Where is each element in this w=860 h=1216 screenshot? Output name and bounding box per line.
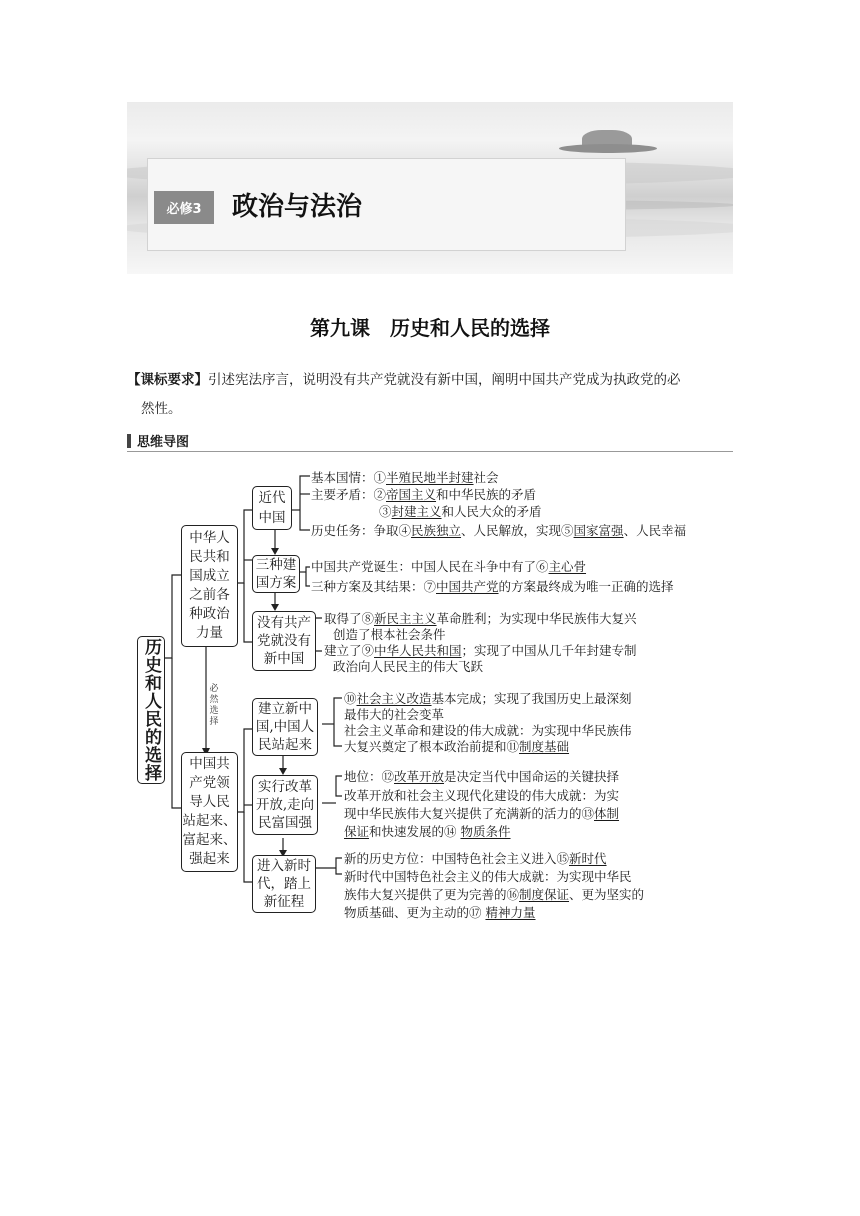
node-line: 新中国 — [263, 651, 305, 667]
three-plans-line-2: 三种方案及其结果：⑦中国共产党的方案最终成为唯一正确的选择 — [311, 579, 674, 594]
banner-title-box — [147, 158, 626, 251]
node-line: 民站起来 — [257, 737, 312, 753]
mindmap-root-label: 历史和人民的选择 — [141, 638, 161, 782]
branch1-line: 民共和 — [189, 549, 230, 565]
branch2-line: 站起来、 — [182, 813, 237, 829]
node-no-party-no-new-china — [252, 611, 316, 671]
reform-line-1: 地位：⑫改革开放是决定当代中国命运的关键抉择 — [344, 769, 620, 784]
section-heading — [127, 431, 733, 452]
branch1-line: 种政治 — [189, 606, 230, 622]
requirement-text-2: 然性。 — [141, 401, 182, 417]
branch-cpc-leads-people — [181, 752, 238, 872]
branch1-line: 之前各 — [189, 587, 230, 603]
mindmap-root — [137, 636, 165, 784]
heading-bar-icon — [127, 434, 131, 448]
module-badge: 必修3 — [154, 191, 214, 224]
node-line: 国,中国人 — [255, 719, 315, 735]
stand-up-line-2: 最伟大的社会变革 — [344, 707, 445, 722]
no-party-line-1: 取得了⑧新民主主义革命胜利；为实现中华民族伟大复兴 — [324, 611, 637, 626]
branch2-line: 导人民 — [189, 794, 230, 810]
new-era-line-4: 物质基础、更为主动的⑰ 精神力量 — [344, 905, 536, 920]
lesson-title: 第九课 历史和人民的选择 — [310, 316, 550, 340]
node-line: 开放,走向 — [255, 797, 315, 813]
branch2-line: 强起来 — [189, 851, 230, 867]
node-modern-china — [252, 486, 292, 530]
node-line: 没有共产 — [257, 615, 311, 631]
stand-up-line-3: 社会主义革命和建设的伟大成就：为实现中华民族伟 — [344, 723, 632, 738]
node-line: 三种建 — [255, 557, 297, 573]
requirement-text-1: 引述宪法序言，说明没有共产党就没有新中国，阐明中国共产党成为执政党的必 — [208, 372, 681, 388]
section-heading-text: 思维导图 — [137, 435, 190, 450]
module-title: 政治与法治 — [232, 192, 363, 222]
reform-line-2: 改革开放和社会主义现代化建设的伟大成就：为实 — [344, 788, 620, 803]
branch-pre-prc-forces — [181, 525, 238, 647]
no-party-line-4: 政治向人民民主的伟大飞跃 — [333, 659, 484, 674]
modern-china-line-4: 历史任务：争取④民族独立、人民解放，实现⑤国家富强、人民幸福 — [311, 523, 687, 538]
no-party-line-3: 建立了⑨中华人民共和国；实现了中国从几千年封建专制 — [324, 643, 637, 658]
new-era-line-2: 新时代中国特色社会主义的伟大成就：为实现中华民 — [344, 869, 632, 884]
modern-china-line-1: 基本国情：①半殖民地半封建社会 — [311, 470, 499, 485]
branch2-line: 富起来、 — [182, 832, 237, 848]
node-three-plans — [252, 555, 300, 593]
branch2-line: 中国共 — [189, 756, 230, 772]
must-choose-label: 必然选择 — [209, 684, 219, 727]
node-line: 代，踏上 — [257, 876, 311, 892]
requirement-label: 【课标要求】 — [127, 372, 208, 388]
stand-up-line-4: 大复兴奠定了根本政治前提和⑪制度基础 — [344, 739, 570, 754]
node-line: 进入新时 — [257, 858, 311, 874]
node-line: 国方案 — [255, 575, 297, 591]
new-era-line-3: 族伟大复兴提供了更为完善的⑯制度保证、更为坚实的 — [344, 887, 645, 902]
branch2-line: 产党领 — [189, 775, 230, 791]
reform-line-3: 现中华民族伟大复兴提供了充满新的活力的⑬体制 — [344, 806, 620, 821]
curriculum-requirement — [127, 366, 737, 424]
branch1-line: 中华人 — [189, 530, 230, 546]
no-party-line-2: 创造了根本社会条件 — [333, 627, 446, 642]
node-new-era — [252, 855, 316, 913]
three-plans-line-1: 中国共产党诞生：中国人民在斗争中有了⑥主心骨 — [311, 559, 587, 574]
node-line: 建立新中 — [257, 701, 312, 717]
modern-china-line-3: ③封建主义和人民大众的矛盾 — [379, 504, 542, 519]
node-line: 实行改革 — [257, 779, 312, 795]
modern-china-line-2: 主要矛盾：②帝国主义和中华民族的矛盾 — [311, 487, 537, 502]
stand-up-line-1: ⑩社会主义改造基本完成；实现了我国历史上最深刻 — [344, 691, 632, 706]
node-reform-opening — [252, 775, 318, 835]
new-era-line-1: 新的历史方位：中国特色社会主义进入⑮新时代 — [344, 851, 607, 866]
node-line: 近代 — [258, 490, 286, 506]
branch1-line: 力量 — [196, 625, 223, 641]
reform-line-4: 保证和快速发展的⑭ 物质条件 — [344, 824, 511, 839]
node-line: 民富国强 — [257, 815, 312, 831]
node-line: 中国 — [258, 510, 286, 526]
branch1-line: 国成立 — [189, 568, 230, 584]
node-line: 新征程 — [263, 894, 305, 910]
node-line: 党就没有 — [257, 633, 311, 649]
node-stand-up — [252, 698, 318, 756]
